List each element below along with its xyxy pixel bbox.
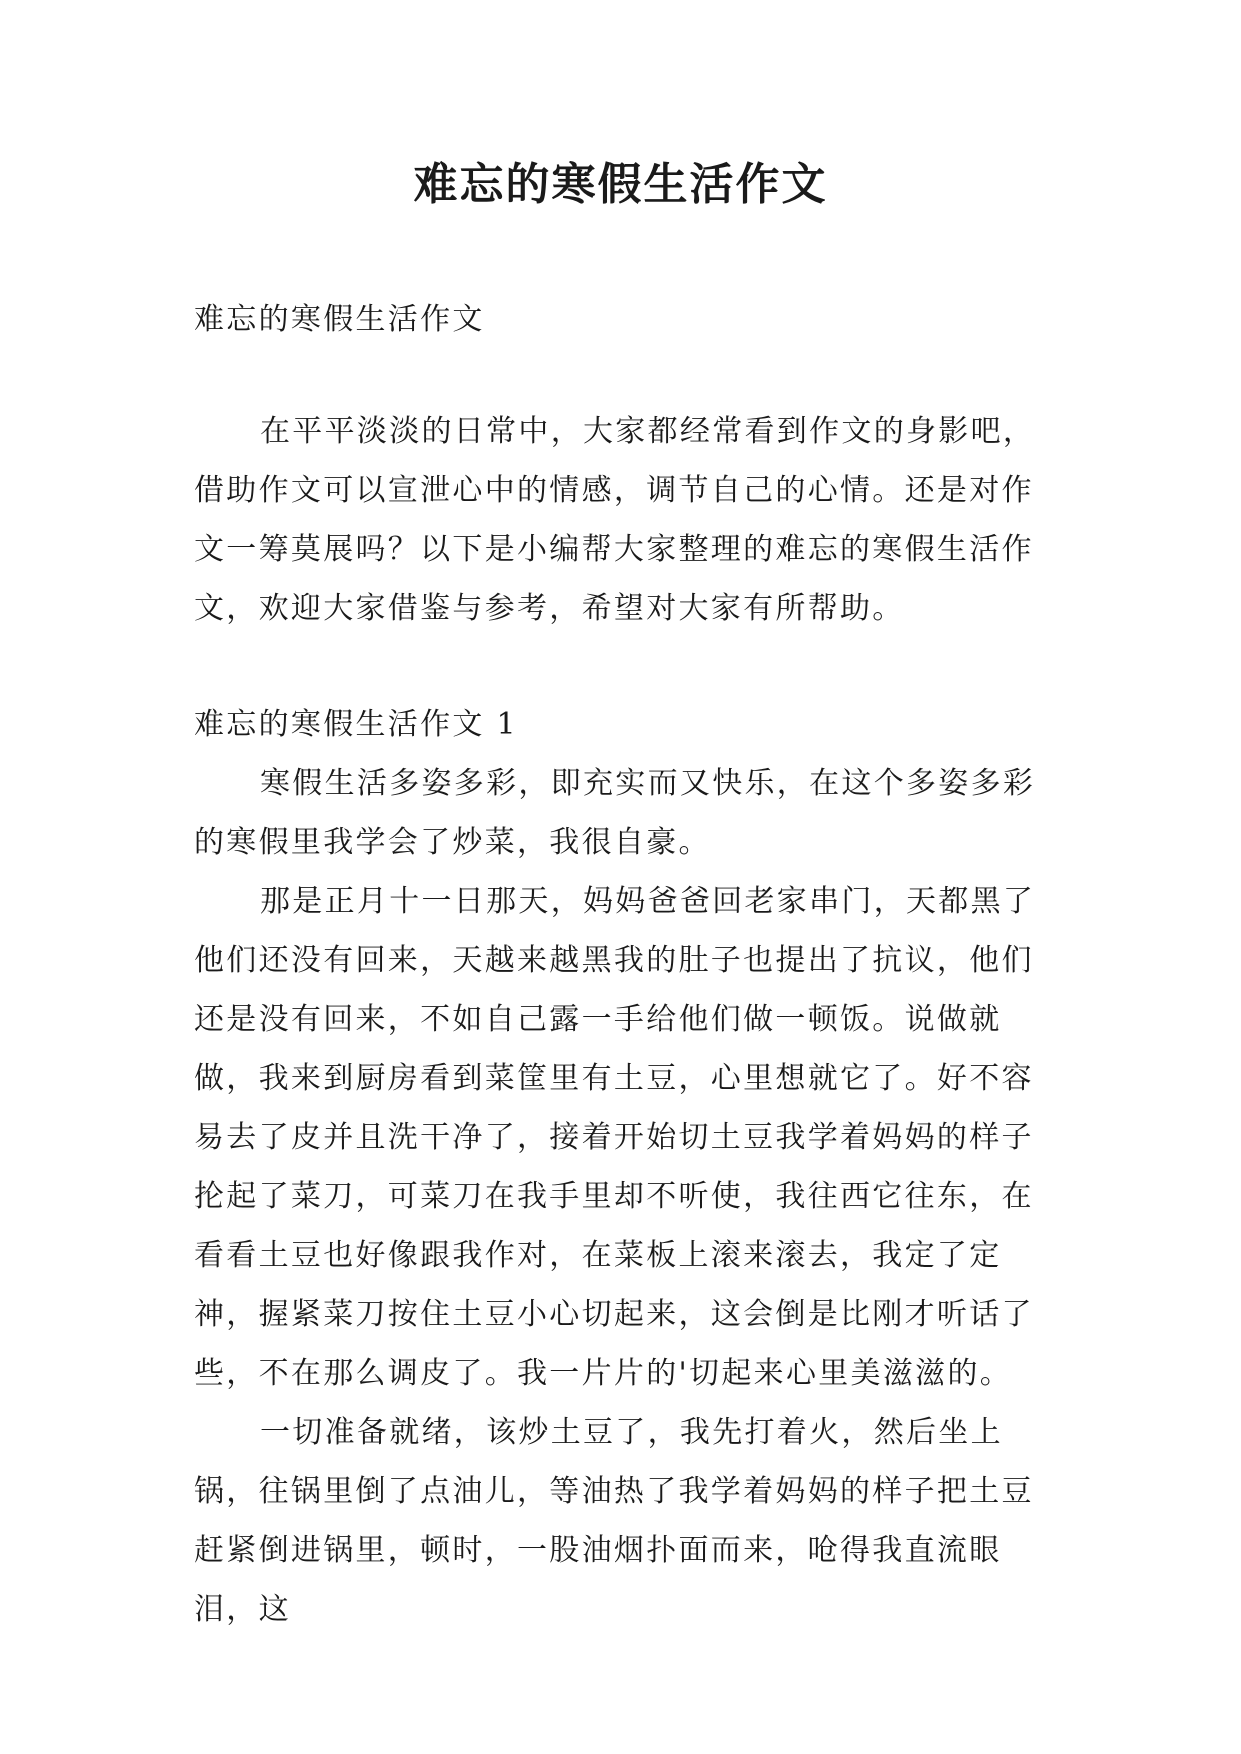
section-heading: 难忘的寒假生活作文 1 [194,707,518,742]
document-title: 难忘的寒假生活作文 [413,159,828,210]
document-subtitle: 难忘的寒假生活作文 [194,302,485,337]
article-paragraph: 寒假生活多姿多彩，即充实而又快乐，在这个多姿多彩的寒假里我学会了炒菜，我很自豪。 [194,766,1036,860]
article-paragraph: 一切准备就绪，该炒土豆了，我先打着火，然后坐上锅，往锅里倒了点油儿，等油热了我学着妈妈的样子把土豆赶紧倒进锅里，顿时，一股油烟扑面而来，呛得我直流眼泪，这 [194,1415,1034,1627]
article-paragraph: 那是正月十一日那天，妈妈爸爸回老家串门，天都黑了他们还没有回来，天越来越黑我的肚子也提出了抗议，他们还是没有回来，不如自己露一手给他们做一顿饭。说做就做，我来到厨房看到菜筐里有土豆，心里想就它了。好不容易去了皮并且洗干净了，接着开始切土豆我学着妈妈的样子抡起了菜刀，可菜刀在我手里却不听使，我往西它往东，在看看土豆也好像跟我作对，在菜板上滚来滚去，我定了定神，握紧菜刀按住土豆小心切起来，这会倒是比刚才听话了些，不在那么调皮了。我一片片的'切起来心里美滋滋的。 [194,884,1036,1391]
article-body [194,695,1054,1639]
intro-paragraph: 在平平淡淡的日常中，大家都经常看到作文的身影吧，借助作文可以宣泄心中的情感，调节自己的心情。还是对作文一筹莫展吗？以下是小编帮大家整理的难忘的寒假生活作文，欢迎大家借鉴与参考，希望对大家有所帮助。 [194,414,1036,626]
